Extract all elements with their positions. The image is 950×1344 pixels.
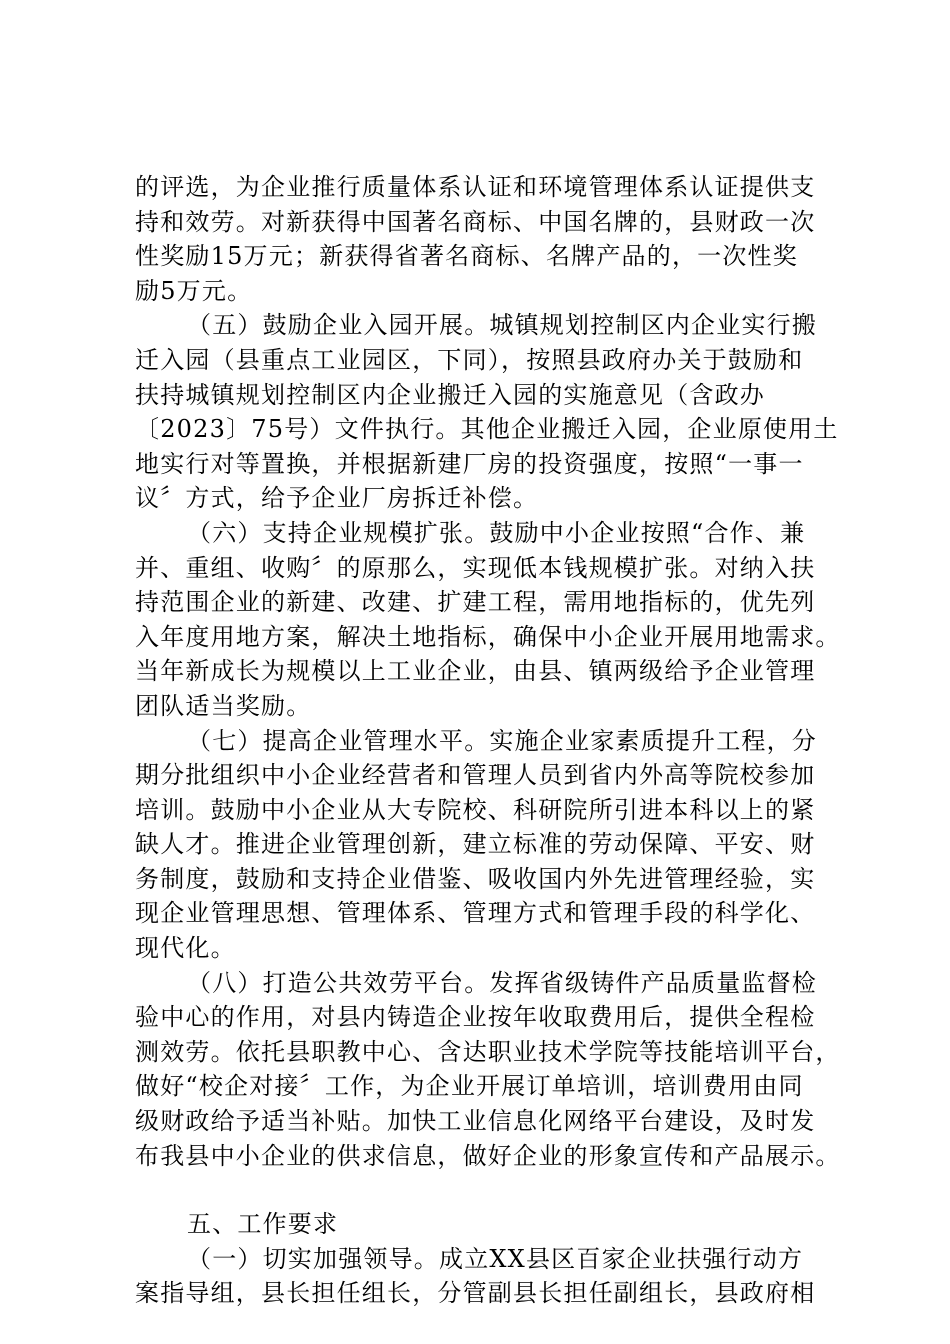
paragraph-requirement-1 [135,1242,835,1311]
text-line: （一）切实加强领导。成立XX县区百家企业扶强行动方 [187,1244,804,1273]
text-line: 务制度，鼓励和支持企业借鉴、吸收国内外先进管理经验，实 [135,864,816,893]
text-line: 议〞方式，给予企业厂房拆迁补偿。 [135,484,539,513]
text-line: 励5万元。 [135,276,253,305]
text-line: 持范围企业的新建、改建、扩建工程，需用地指标的，优先列 [135,588,816,617]
paragraph-continued [135,170,835,308]
text-line: （六）支持企业规模扩张。鼓励中小企业按照“合作、兼 [187,518,806,547]
document-page [135,170,841,1311]
text-line: 性奖励15万元；新获得省著名商标、名牌产品的，一次性奖 [135,242,798,271]
text-line: 地实行对等置换，并根据新建厂房的投资强度，按照“一事一 [135,449,804,478]
text-line: 培训。鼓励中小企业从大专院校、科研院所引进本科以上的紧 [135,795,816,824]
text-line: 做好“校企对接〞工作，为企业开展订单培训，培训费用由同 [135,1072,804,1101]
paragraph-5 [135,308,839,516]
paragraph-7 [135,724,835,966]
text-line: （七）提高企业管理水平。实施企业家素质提升工程，分 [187,726,817,755]
text-line: 缺人才。推进企业管理创新，建立标准的劳动保障、平安、财 [135,830,816,859]
text-line: 团队适当奖励。 [135,691,312,720]
text-line: （八）打造公共效劳平台。发挥省级铸件产品质量监督检 [187,968,817,997]
text-line: 入年度用地方案，解决土地指标，确保中小企业开展用地需求。 [135,622,841,651]
text-line: 测效劳。依托县职教中心、含达职业技术学院等技能培训平台， [135,1037,841,1066]
text-line: 〔2023〕75号）文件执行。其他企业搬迁入园，企业原使用土 [135,415,839,444]
text-line: 级财政给予适当补贴。加快工业信息化网络平台建设，及时发 [135,1107,816,1136]
text-line: 并、重组、收购〞的原那么，实现低本钱规模扩张。对纳入扶 [135,553,816,582]
text-line: 迁入园（县重点工业园区，下同），按照县政府办关于鼓励和 [135,345,804,374]
section-heading: 五、工作要求 [187,1210,339,1239]
text-line: 持和效劳。对新获得中国著名商标、中国名牌的，县财政一次 [135,207,816,236]
paragraph-8 [135,966,841,1174]
text-line: 期分批组织中小企业经营者和管理人员到省内外高等院校参加 [135,761,816,790]
paragraph-6 [135,516,841,724]
text-line: 案指导组，县长担任组长，分管副县长担任副组长，县政府相 [135,1279,816,1308]
text-line: 当年新成长为规模以上工业企业，由县、镇两级给予企业管理 [135,657,816,686]
text-line: （五）鼓励企业入园开展。城镇规划控制区内企业实行搬 [187,311,817,340]
paragraph-gap [135,1173,835,1207]
text-line: 现企业管理思想、管理体系、管理方式和管理手段的科学化、 [135,899,816,928]
text-line: 的评选，为企业推行质量体系认证和环境管理体系认证提供支 [135,173,816,201]
text-line: 扶持城镇规划控制区内企业搬迁入园的实施意见（含政办 [135,380,765,409]
text-line: 现代化。 [135,934,236,963]
text-line: 验中心的作用，对县内铸造企业按年收取费用后，提供全程检 [135,1003,816,1032]
text-line: 布我县中小企业的供求信息，做好企业的形象宣传和产品展示。 [135,1141,841,1170]
